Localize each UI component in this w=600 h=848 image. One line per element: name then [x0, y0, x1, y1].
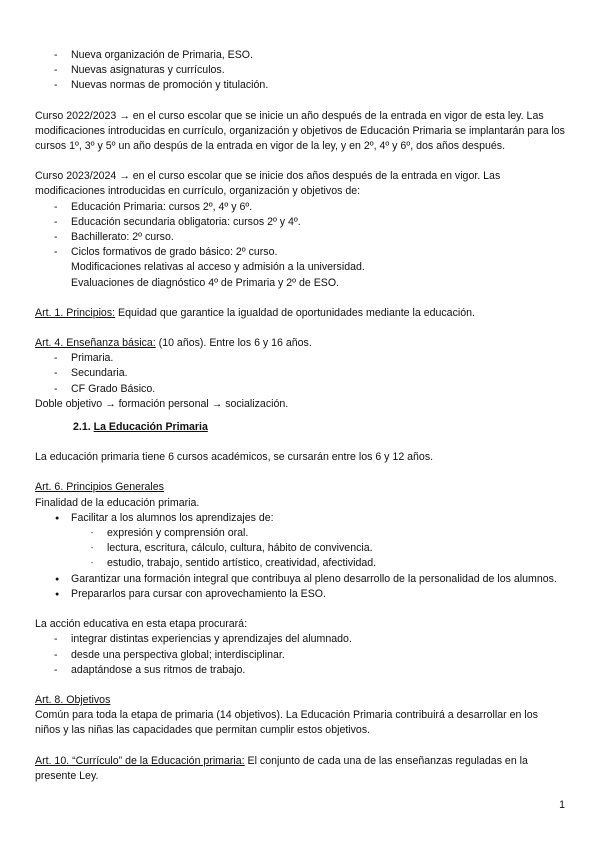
list-item: - lectura, escritura, cálculo, cultura, hábito de convivencia.: [71, 541, 565, 556]
intro-list: [35, 48, 565, 94]
curso-2023-list: [35, 200, 565, 261]
accion-list: [35, 632, 565, 678]
art1-title: Art. 1. Principios:: [35, 306, 116, 319]
art6-title: Art. 6. Principios Generales: [35, 481, 164, 494]
art1-paragraph: [35, 306, 565, 321]
curso-2023-extra: Modificaciones relativas al acceso y admisión a la universidad.: [71, 261, 365, 274]
list-item: [35, 511, 565, 572]
list-item: - Educación Primaria: cursos 2º, 4º y 6º.: [35, 200, 565, 215]
accion-paragraph: La acción educativa en esta etapa procurará:: [35, 618, 248, 631]
list-item: - adaptándose a sus ritmos de trabajo.: [35, 663, 565, 678]
list-item: - integrar distintas experiencias y aprendizajes del alumnado.: [35, 632, 565, 647]
list-item: - Educación secundaria obligatoria: cursos 2º y 4º.: [35, 215, 565, 230]
list-item: - expresión y comprensión oral.: [71, 526, 565, 541]
section-title: La Educación Primaria: [93, 421, 208, 434]
list-item: ● Garantizar una formación integral que contribuya al pleno desarrollo de la personalidad de los alumnos.: [35, 572, 565, 587]
art10-title: Art. 10. “Currículo” de la Educación primaria:: [35, 754, 245, 767]
list-item: - Secundaria.: [35, 366, 565, 381]
art6-sublist: [71, 526, 565, 572]
art6-bullets: [35, 511, 565, 602]
document-content: [35, 48, 565, 784]
art1-text: Equidad que garantice la igualdad de oportunidades mediante la educación.: [115, 306, 475, 319]
list-item: - desde una perspectiva global; interdisciplinar.: [35, 648, 565, 663]
section-number: 2.1.: [73, 421, 91, 434]
list-item: ● Prepararlos para cursar con aprovechamiento la ESO.: [35, 587, 565, 602]
primaria-paragraph: La educación primaria tiene 6 cursos académicos, se cursarán entre los 6 y 12 años.: [35, 451, 434, 464]
list-item: - Primaria.: [35, 351, 565, 366]
art6-finalidad: Finalidad de la educación primaria.: [35, 496, 200, 509]
page-number: 1: [559, 799, 565, 811]
list-item: - Ciclos formativos de grado básico: 2º curso.: [35, 245, 565, 260]
art4-title: Art. 4. Enseñanza básica:: [35, 337, 156, 350]
art4-paragraph: [35, 336, 565, 351]
list-item: - Nuevas asignaturas y currículos.: [35, 63, 565, 78]
curso-2023-paragraph: Curso 2023/2024 → en el curso escolar que se inicie dos años después de la entrada en vigor. Las modificaciones introducidas en currículo, organización y objetivos de:: [35, 170, 501, 198]
art8-text: Común para toda la etapa de primaria (14 objetivos). La Educación Primaria contribuirá a desarrollar en los niños y las niñas las capacidades que permitan cumplir estos objetivos.: [35, 709, 538, 737]
bullet-text: Facilitar a los alumnos los aprendizajes de:: [71, 511, 274, 524]
art4-after: Doble objetivo → formación personal → socialización.: [35, 397, 289, 410]
section-heading: [35, 420, 565, 435]
list-item: - Bachillerato: 2º curso.: [35, 230, 565, 245]
list-item: - Nuevas normas de promoción y titulación.: [35, 78, 565, 93]
art10-text: El conjunto de cada una de las enseñanzas reguladas en la presente Ley.: [35, 754, 528, 782]
curso-2022-paragraph: Curso 2022/2023 → en el curso escolar que se inicie un año después de la entrada en vigor de esta ley. Las modificaciones introducidas en currículo, organización y objetivos de Educación Primaria se implantarán para los cursos 1º, 3º y 5º un año despús de la entrada en vigor de la ley, y en 2º, 4º y 6º, dos años después.: [35, 109, 565, 153]
art8-title: Art. 8. Objetivos: [35, 693, 111, 706]
list-item: - CF Grado Básico.: [35, 382, 565, 397]
curso-2023-extra: Evaluaciones de diagnóstico 4º de Primaria y 2º de ESO.: [71, 276, 340, 289]
list-item: - estudio, trabajo, sentido artístico, creatividad, afectividad.: [71, 556, 565, 571]
art4-text: (10 años). Entre los 6 y 16 años.: [155, 337, 312, 350]
art4-list: [35, 351, 565, 397]
art10-paragraph: [35, 754, 565, 784]
list-item: - Nueva organización de Primaria, ESO.: [35, 48, 565, 63]
